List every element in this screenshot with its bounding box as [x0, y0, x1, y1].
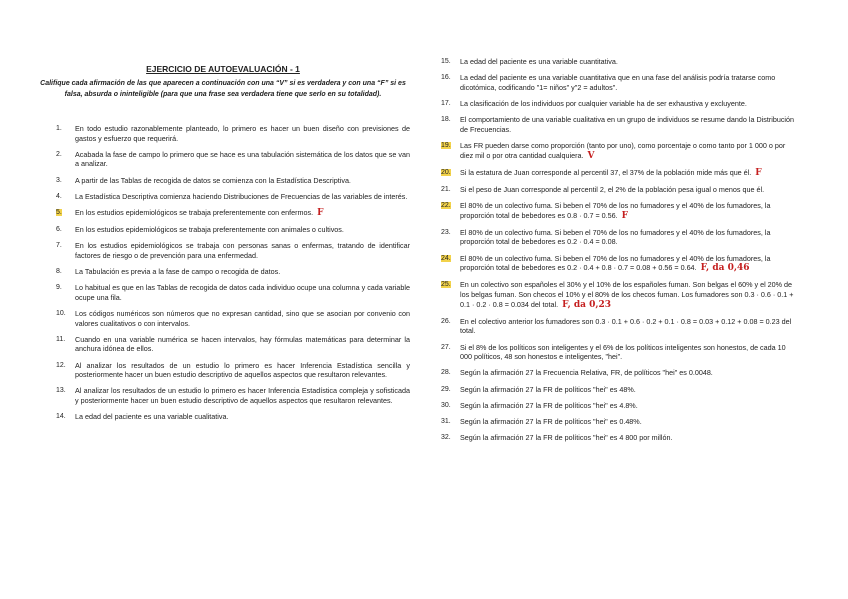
statement-text: Cuando en una variable numérica se hacen intervalos, hay fórmulas matemáticas para determinar la anchura idónea de ellos.: [75, 334, 410, 354]
statement-text: Las FR pueden darse como proporción (tanto por uno), como porcentaje o como tanto por 1 000 o por diez mil o por otra cantidad cualquiera.: [460, 140, 786, 160]
statement-text: A partir de las Tablas de recogida de datos se comienza con la Estadística Descriptiva.: [75, 175, 351, 185]
statement-number: 32.: [441, 434, 451, 442]
statement-item: [441, 317, 796, 336]
statement-text: En los estudios epidemiológicos se trabaja preferentemente con animales o cultivos.: [75, 225, 344, 235]
statement-item: [441, 254, 796, 274]
statement-text: Según la afirmación 27 la FR de políticos "hei" es 4 800 por millón.: [460, 433, 673, 443]
instructions: Califique cada afirmación de las que aparecen a continuación con una “V” si es verdadera y con una “F” si es falsa, absurda o ininteligible (para que una frase sea verdadera tiene que serlo en su totalidad).: [40, 80, 406, 98]
statement-item: [56, 124, 410, 143]
left-statement-list: [56, 124, 410, 428]
statement-number: 4.: [56, 192, 62, 200]
statement-text: En el colectivo anterior los fumadores son 0.3 · 0.1 + 0.6 · 0.2 + 0.1 · 0.8 = 0.03 + 0.12 + 0.08 = 0.23 del total.: [460, 316, 792, 336]
statement-text: En un colectivo son españoles el 30% y el 10% de los españoles fuman. Son belgas el 60% y el 20% de los belgas fuman. Son checos el 10% y el 80% de los checos fuman. Los fumadores son 0.3 · 0.6 · 0.1 + 0.1 · 0.2 · 0.8 = 0.034 del total.: [460, 280, 794, 309]
statement-number: 23.: [441, 228, 451, 236]
statement-item: [441, 280, 796, 310]
statement-item: [441, 433, 796, 443]
statement-number: 15.: [441, 58, 451, 65]
statement-text: La Tabulación es previa a la fase de campo o recogida de datos.: [75, 267, 281, 277]
statement-item: [56, 335, 410, 354]
statement-item: [441, 201, 796, 221]
statement-item: [56, 361, 410, 380]
statement-item: [56, 267, 410, 277]
statement-item: [441, 168, 796, 179]
statement-number: 18.: [441, 116, 451, 124]
statement-text: Acabada la fase de campo lo primero que se hace es una tabulación sistemática de los datos que se van a analizar.: [75, 149, 410, 169]
statement-text: Si la estatura de Juan corresponde al percentil 37, el 37% de la población mide más que él.: [460, 167, 752, 177]
statement-item: [441, 417, 796, 427]
statement-item: [441, 141, 796, 161]
statement-item: [56, 309, 410, 328]
statement-item: [441, 368, 796, 378]
statement-text: La edad del paciente es una variable cuantitativa que en una fase del análisis podría tratarse como dicotómica, codificando "1= niños" y"2 = adultos".: [460, 73, 776, 92]
statement-text: Al analizar los resultados de un estudio lo primero es hacer Inferencia Estadística sencilla y posteriormente hacer un buen estudio descriptivo de aquellos aspectos que resultaron relevantes.: [75, 360, 410, 380]
statement-item: [441, 185, 796, 195]
statement-item: [441, 385, 796, 395]
statement-number: 7.: [56, 242, 62, 250]
statement-text: El 80% de un colectivo fuma. Si beben el 70% de los no fumadores y el 40% de los fumadores, la proporción total de bebedores es 0.8 · 0.7 = 0.56.: [460, 201, 771, 220]
answer-mark: F: [755, 167, 762, 178]
statement-number: 22.: [441, 202, 451, 210]
statement-number: 26.: [441, 317, 451, 325]
statement-item: [56, 412, 410, 422]
statement-text: El comportamiento de una variable cualitativa en un grupo de individuos se resume dando la Distribución de Frecuencias.: [460, 115, 795, 134]
statement-item: [56, 386, 410, 405]
statement-item: [56, 241, 410, 260]
statement-number: 8.: [56, 268, 62, 276]
answer-mark: F, da 0,23: [562, 299, 612, 310]
statement-text: Lo habitual es que en las Tablas de recogida de datos cada individuo ocupe una columna y cada variable ocupe una fila.: [75, 283, 410, 302]
statement-number: 9.: [56, 284, 62, 292]
statement-text: La edad del paciente es una variable cuantitativa.: [460, 57, 618, 66]
statement-number: 21.: [441, 185, 451, 193]
statement-item: [441, 228, 796, 247]
statement-item: [441, 401, 796, 411]
answer-mark: F: [317, 207, 324, 218]
statement-text: Los códigos numéricos son números que no expresan cantidad, sino que se asocian por convenio con valores cualitativos o con intervalos.: [75, 309, 410, 328]
statement-text: Según la afirmación 27 la Frecuencia Relativa, FR, de políticos "hei" es 0.0048.: [460, 368, 713, 378]
statement-text: Al analizar los resultados de un estudio lo primero es hacer Inferencia Estadística compleja y sofisticada y posteriormente hacer un buen estudio descriptivo de aquellos aspectos que resultaron relevantes.: [75, 386, 410, 405]
statement-number: 19.: [441, 141, 451, 149]
statement-number: 27.: [441, 343, 451, 351]
statement-number: 12.: [56, 361, 66, 369]
statement-number: 30.: [441, 401, 451, 409]
statement-item: [56, 283, 410, 302]
statement-number: 2.: [56, 150, 62, 158]
statement-number: 5.: [56, 208, 62, 216]
statement-item: [441, 73, 796, 92]
statement-text: Según la afirmación 27 la FR de políticos "hei" es 0.48%.: [460, 416, 642, 426]
statement-text: El 80% de un colectivo fuma. Si beben el 70% de los no fumadores y el 40% de los fumadores, la proporción total de bebedores es 0.2 · 0.4 = 0.08.: [460, 227, 771, 247]
statement-number: 14.: [56, 413, 66, 421]
statement-text: El 80% de un colectivo fuma. Si beben el 70% de los no fumadores y el 40% de los fumadores, la proporción total de bebedores es 0.2 · 0.4 + 0.8 · 0.7 = 0.08 + 0.56 = 0.64.: [460, 253, 771, 273]
statement-text: La clasificación de los individuos por cualquier variable ha de ser exhaustiva y excluyente.: [460, 98, 747, 108]
statement-text: En los estudios epidemiológicos se trabaja con personas sanas o enfermas, tratando de identificar factores de riesgo o de prevención para una enfermedad.: [75, 241, 410, 260]
statement-number: 10.: [56, 310, 66, 318]
statement-text: En los estudios epidemiológicos se trabaja preferentemente con enfermos.: [75, 207, 314, 217]
statement-item: [56, 192, 410, 202]
statement-text: Según la afirmación 27 la FR de políticos "hei" es 48%.: [460, 384, 636, 394]
statement-text: Si el 8% de los políticos son inteligentes y el 6% de los políticos inteligentes son honestos, de cada 10 000 políticos, 48 son honestos e inteligentes, "hei".: [460, 342, 786, 362]
statement-number: 1.: [56, 125, 62, 132]
statement-text: Según la afirmación 27 la FR de políticos "hei" es 4.8%.: [460, 400, 638, 410]
statement-number: 28.: [441, 369, 451, 377]
statement-text: La edad del paciente es una variable cualitativa.: [75, 412, 229, 422]
statement-number: 31.: [441, 417, 451, 425]
statement-number: 13.: [56, 387, 66, 395]
statement-number: 25.: [441, 281, 451, 289]
statement-text: Si el peso de Juan corresponde al percentil 2, el 2% de la población pesa igual o menos que él.: [460, 184, 765, 194]
statement-number: 16.: [441, 74, 451, 82]
right-statement-list: [441, 57, 796, 449]
statement-item: [441, 343, 796, 362]
statement-item: [56, 208, 410, 219]
statement-item: [56, 150, 410, 169]
statement-item: [441, 99, 796, 109]
statement-number: 11.: [56, 335, 66, 343]
statement-item: [56, 176, 410, 186]
statement-item: [441, 115, 796, 134]
statement-number: 29.: [441, 385, 451, 393]
statement-number: 6.: [56, 226, 62, 234]
statement-text: La Estadística Descriptiva comienza haciendo Distribuciones de Frecuencias de las variables de interés.: [75, 191, 408, 201]
answer-mark: F: [621, 210, 629, 221]
statement-number: 20.: [441, 168, 451, 176]
statement-text: En todo estudio razonablemente planteado, lo primero es hacer un buen diseño con previsiones de gastos y esfuerzo que requerirá.: [75, 124, 410, 143]
statement-item: [441, 57, 796, 67]
statement-number: 3.: [56, 176, 62, 184]
answer-mark: F, da 0,46: [700, 263, 750, 274]
statement-number: 17.: [441, 99, 451, 107]
page-title: EJERCICIO DE AUTOEVALUACIÓN - 1: [146, 64, 300, 74]
statement-number: 24.: [441, 254, 451, 262]
statement-item: [56, 225, 410, 235]
answer-mark: V: [587, 150, 595, 161]
